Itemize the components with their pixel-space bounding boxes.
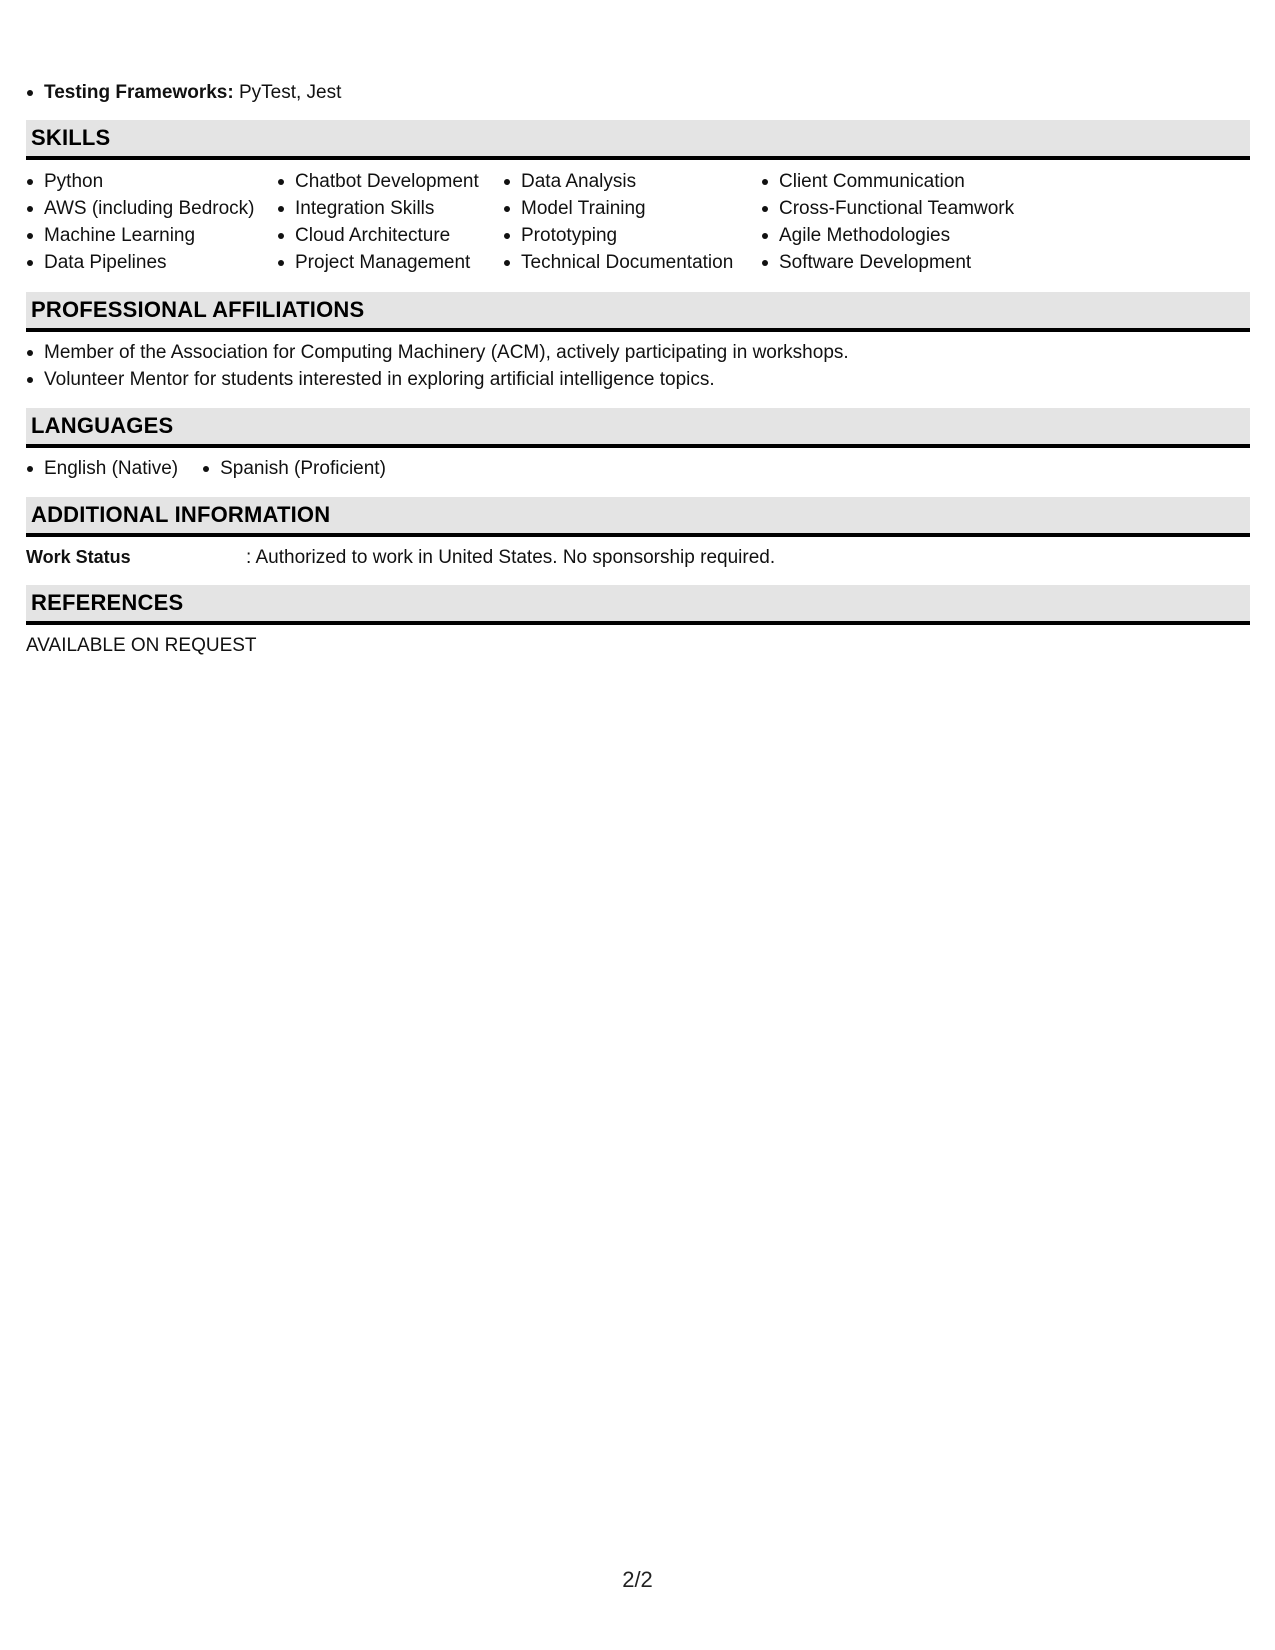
- skills-section-title: SKILLS: [31, 125, 111, 150]
- affiliations-list: [26, 339, 849, 393]
- page-number: 2/2: [622, 1567, 653, 1592]
- references-section-title: REFERENCES: [31, 590, 184, 615]
- skill-item: Client Communication: [761, 168, 1014, 195]
- testing-frameworks-label: Testing Frameworks:: [44, 82, 234, 103]
- skill-item: Machine Learning: [26, 222, 254, 249]
- skill-item: Integration Skills: [277, 195, 479, 222]
- skills-section-header: [26, 120, 1250, 160]
- skill-item: Data Analysis: [503, 168, 733, 195]
- testing-frameworks-item: [26, 79, 341, 106]
- affiliations-section-title: PROFESSIONAL AFFILIATIONS: [31, 297, 365, 322]
- skills-column-1: [26, 168, 254, 276]
- affiliations-section-header: [26, 292, 1250, 332]
- language-item: English (Native): [26, 455, 178, 482]
- additional-info-section-header: [26, 497, 1250, 537]
- work-status-value: : Authorized to work in United States. No sponsorship required.: [246, 547, 776, 568]
- language-item: Spanish (Proficient): [202, 455, 386, 482]
- skill-item: Python: [26, 168, 254, 195]
- languages-list: [26, 455, 386, 482]
- skill-item: Technical Documentation: [503, 249, 733, 276]
- skill-item: Agile Methodologies: [761, 222, 1014, 249]
- languages-section-header: [26, 408, 1250, 448]
- skill-item: Prototyping: [503, 222, 733, 249]
- skill-item: Software Development: [761, 249, 1014, 276]
- skill-item: Cross-Functional Teamwork: [761, 195, 1014, 222]
- skill-item: Chatbot Development: [277, 168, 479, 195]
- work-status-row: [26, 544, 775, 571]
- skill-item: Project Management: [277, 249, 479, 276]
- references-text: AVAILABLE ON REQUEST: [26, 635, 257, 656]
- skills-column-3: [503, 168, 733, 276]
- work-status-label: Work Status: [26, 547, 131, 567]
- affiliation-item: Volunteer Mentor for students interested in exploring artificial intelligence topics.: [26, 366, 849, 393]
- skill-item: Data Pipelines: [26, 249, 254, 276]
- skill-item: Model Training: [503, 195, 733, 222]
- additional-info-section-title: ADDITIONAL INFORMATION: [31, 502, 331, 527]
- skills-column-2: [277, 168, 479, 276]
- affiliation-item: Member of the Association for Computing Machinery (ACM), actively participating in workshops.: [26, 339, 849, 366]
- skills-column-4: [761, 168, 1014, 276]
- references-section-header: [26, 585, 1250, 625]
- skill-item: Cloud Architecture: [277, 222, 479, 249]
- testing-frameworks-value: PyTest, Jest: [238, 82, 342, 103]
- skill-item: AWS (including Bedrock): [26, 195, 254, 222]
- languages-section-title: LANGUAGES: [31, 413, 174, 438]
